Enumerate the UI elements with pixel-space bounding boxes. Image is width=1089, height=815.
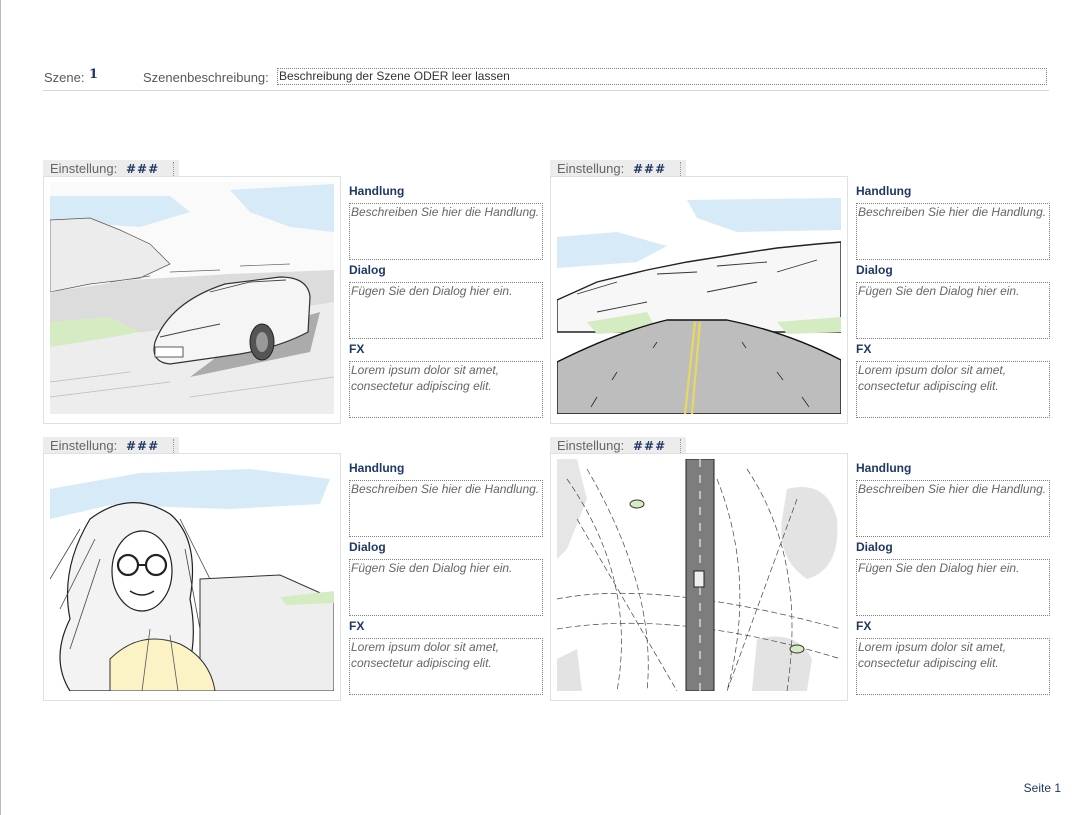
shot-label-tab: [43, 160, 179, 176]
storyboard-panel-3: [43, 437, 549, 701]
scene-number-field[interactable]: 1: [89, 67, 99, 82]
shot-label: Einstellung:: [557, 161, 625, 176]
dialog-field[interactable]: Fügen Sie den Dialog hier ein.: [856, 559, 1050, 616]
car-convertible-sketch: [50, 182, 334, 414]
shot-label: Einstellung:: [50, 161, 118, 176]
shot-image-frame[interactable]: [550, 176, 848, 424]
shot-number-field[interactable]: ###: [633, 439, 681, 453]
scene-header: [43, 66, 1049, 91]
fx-field[interactable]: Lorem ipsum dolor sit amet, consectetur adipiscing elit.: [856, 638, 1050, 695]
fx-title: FX: [349, 342, 365, 356]
shot-label: Einstellung:: [50, 438, 118, 453]
action-title: Handlung: [349, 461, 405, 475]
action-field[interactable]: Beschreiben Sie hier die Handlung.: [856, 203, 1050, 260]
shot-label-tab: [550, 160, 686, 176]
shot-label: Einstellung:: [557, 438, 625, 453]
desert-road-sketch: [557, 182, 841, 414]
scene-description-label: Szenenbeschreibung:: [143, 70, 269, 85]
fx-field[interactable]: Lorem ipsum dolor sit amet, consectetur adipiscing elit.: [349, 638, 543, 695]
shot-number-field[interactable]: ###: [633, 162, 681, 176]
storyboard-panel-4: [550, 437, 1056, 701]
action-field[interactable]: Beschreiben Sie hier die Handlung.: [349, 480, 543, 537]
fx-title: FX: [856, 342, 872, 356]
aerial-road-sketch: [557, 459, 841, 691]
shot-number-field[interactable]: ###: [126, 162, 174, 176]
storyboard-panel-2: [550, 160, 1056, 424]
shot-number-field[interactable]: ###: [126, 439, 174, 453]
fx-field[interactable]: Lorem ipsum dolor sit amet, consectetur adipiscing elit.: [349, 361, 543, 418]
action-field[interactable]: Beschreiben Sie hier die Handlung.: [349, 203, 543, 260]
action-title: Handlung: [856, 184, 912, 198]
shot-image-frame[interactable]: [550, 453, 848, 701]
woman-portrait-sketch: [50, 459, 334, 691]
scene-description-field[interactable]: Beschreibung der Szene ODER leer lassen: [277, 68, 1047, 85]
dialog-title: Dialog: [349, 263, 386, 277]
page-left-border: [0, 0, 1, 815]
storyboard-panel-1: [43, 160, 549, 424]
shot-image-frame[interactable]: [43, 176, 341, 424]
action-title: Handlung: [349, 184, 405, 198]
shot-label-tab: [550, 437, 686, 453]
dialog-field[interactable]: Fügen Sie den Dialog hier ein.: [349, 282, 543, 339]
shot-image-frame[interactable]: [43, 453, 341, 701]
fx-field[interactable]: Lorem ipsum dolor sit amet, consectetur adipiscing elit.: [856, 361, 1050, 418]
fx-title: FX: [856, 619, 872, 633]
fx-title: FX: [349, 619, 365, 633]
action-title: Handlung: [856, 461, 912, 475]
action-field[interactable]: Beschreiben Sie hier die Handlung.: [856, 480, 1050, 537]
scene-label: Szene:: [44, 70, 85, 85]
dialog-title: Dialog: [856, 540, 893, 554]
dialog-title: Dialog: [856, 263, 893, 277]
page-number: Seite 1: [1023, 781, 1061, 795]
dialog-field[interactable]: Fügen Sie den Dialog hier ein.: [856, 282, 1050, 339]
dialog-title: Dialog: [349, 540, 386, 554]
dialog-field[interactable]: Fügen Sie den Dialog hier ein.: [349, 559, 543, 616]
shot-label-tab: [43, 437, 179, 453]
